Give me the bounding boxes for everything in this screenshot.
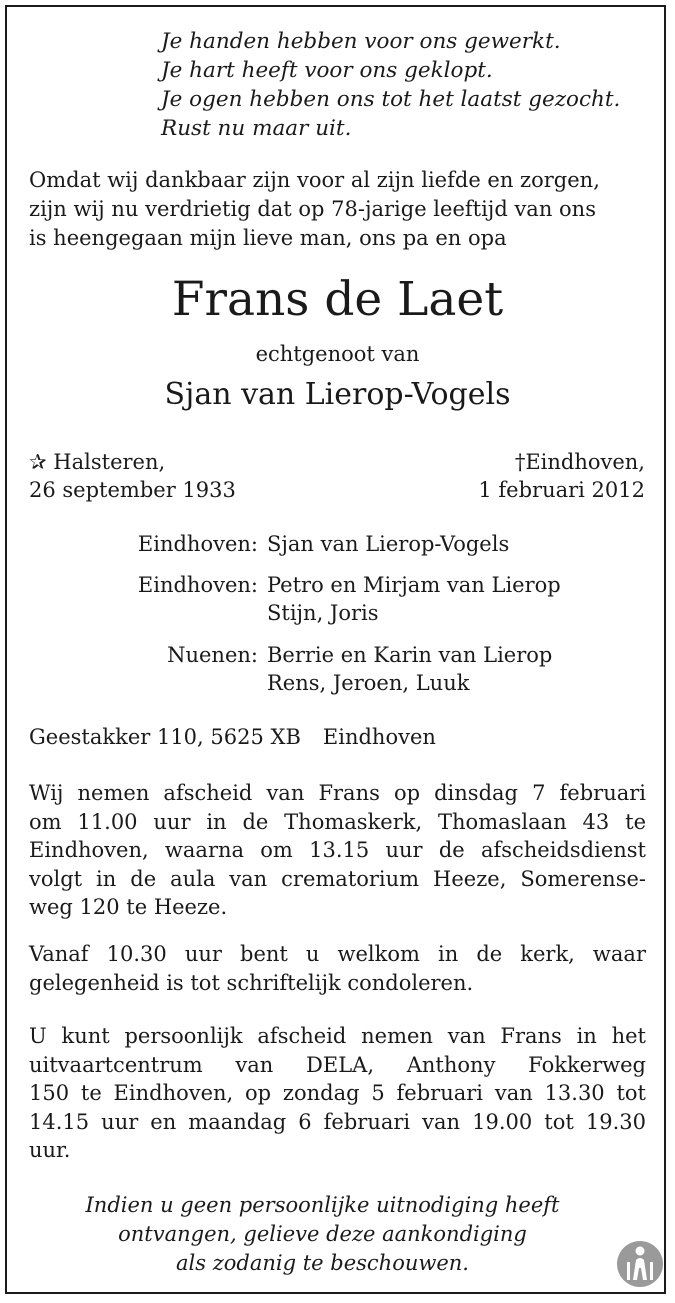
paragraph-line: gelegenheid is tot schriftelijk condoleren. <box>29 970 474 995</box>
birth-place: Halsteren, <box>53 450 166 474</box>
memorial-logo-icon <box>616 1240 664 1288</box>
paragraph-line: om 11.00 uur in de Thomaskerk, Thomaslaan 43 te <box>29 809 646 834</box>
family-place: Eindhoven: <box>137 532 258 556</box>
family-names <box>267 641 552 697</box>
family-entry <box>0 530 675 558</box>
closing-note <box>0 1191 645 1278</box>
paragraph-line: 14.15 uur en maandag 6 februari van 19.00 tot 19.30 <box>29 1109 646 1134</box>
family-line: Sjan van Lierop-Vogels <box>267 532 510 556</box>
star-icon: ✰ <box>29 450 47 474</box>
family-line: Berrie en Karin van Lierop <box>267 643 553 667</box>
paragraph-line: uitvaartcentrum van DELA, Anthony Fokkerweg <box>29 1052 646 1077</box>
address-street: Geestakker 110, 5625 XB <box>29 725 301 749</box>
poem <box>161 27 620 143</box>
paragraph-line: weg 120 te Heeze. <box>29 895 228 919</box>
condolence-paragraph <box>29 940 646 997</box>
paragraph-line: Wij nemen afscheid van Frans op dinsdag 7 februari <box>29 781 646 805</box>
visitation-paragraph <box>29 1022 646 1165</box>
intro-text <box>29 166 600 253</box>
intro-line: zijn wij nu verdrietig dat op 78-jarige leeftijd van ons <box>29 197 596 221</box>
address-city: Eindhoven <box>322 725 436 749</box>
poem-line: Je handen hebben voor ons gewerkt. <box>161 29 561 54</box>
death-place: Eindhoven, <box>525 450 645 474</box>
address <box>29 723 436 751</box>
paragraph-line: 150 te Eindhoven, op zondag 5 februari van 13.30 tot <box>29 1081 646 1105</box>
family-line: Petro en Mirjam van Lierop <box>267 573 561 597</box>
family-place: Eindhoven: <box>137 573 258 597</box>
family-names <box>267 530 509 558</box>
closing-line: Indien u geen persoonlijke uitnodiging heeft <box>85 1193 560 1217</box>
death-info <box>478 448 645 504</box>
spouse-name: Sjan van Lierop-Vogels <box>164 377 511 412</box>
paragraph-line: uur. <box>29 1138 71 1162</box>
closing-line: als zodanig te beschouwen. <box>176 1251 469 1275</box>
family-names <box>267 571 561 627</box>
poem-line: Rust nu maar uit. <box>161 116 352 141</box>
family-place: Nuenen: <box>167 643 258 667</box>
poem-line: Je ogen hebben ons tot het laatst gezocht. <box>161 87 621 112</box>
poem-line: Je hart heeft voor ons geklopt. <box>161 58 493 83</box>
intro-line: is heengegaan mijn lieve man, ons pa en opa <box>29 226 507 250</box>
paragraph-line: Vanaf 10.30 uur bent u welkom in de kerk, waar <box>29 942 646 966</box>
family-entry <box>0 641 675 697</box>
family-line: Stijn, Joris <box>267 601 379 625</box>
paragraph-line: U kunt persoonlijk afscheid nemen van Frans in het <box>29 1024 646 1048</box>
cross-icon: † <box>514 450 526 474</box>
birth-info <box>29 448 236 504</box>
paragraph-line: volgt in de aula van crematorium Heeze, Somerense- <box>29 866 646 891</box>
death-date: 1 februari 2012 <box>478 478 645 502</box>
paragraph-line: Eindhoven, waarna om 13.15 uur de afscheidsdienst <box>29 838 646 862</box>
ceremony-paragraph <box>29 779 646 922</box>
deceased-name: Frans de Laet <box>171 272 504 327</box>
family-entry <box>0 571 675 627</box>
birth-date: 26 september 1933 <box>29 478 236 502</box>
closing-line: ontvangen, gelieve deze aankondiging <box>118 1222 527 1246</box>
intro-line: Omdat wij dankbaar zijn voor al zijn liefde en zorgen, <box>29 168 600 192</box>
spouse-label: echtgenoot van <box>255 342 420 366</box>
family-line: Rens, Jeroen, Luuk <box>267 671 470 695</box>
